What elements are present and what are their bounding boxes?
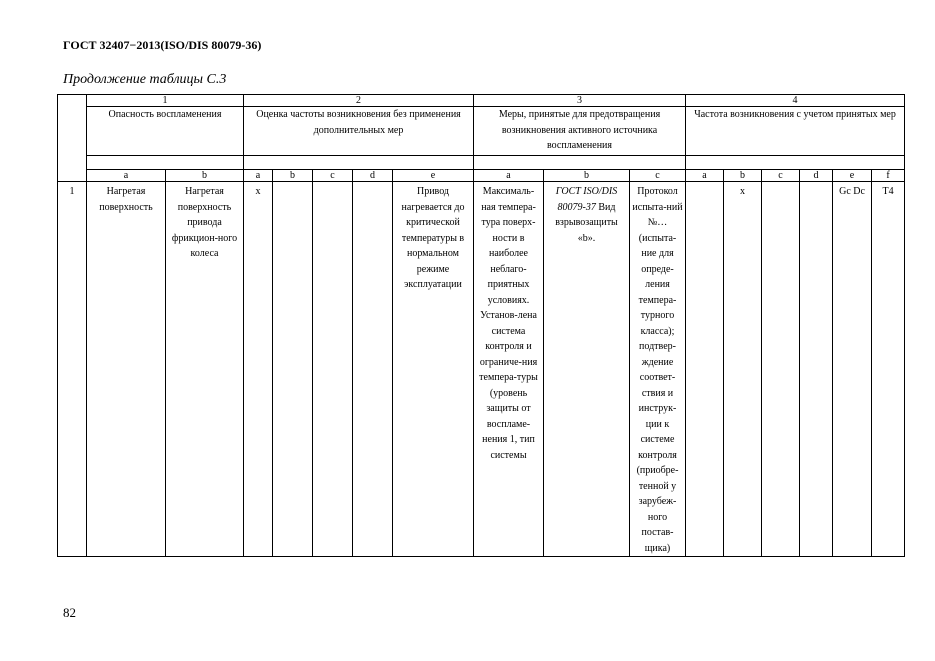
sub-header: a	[244, 170, 273, 182]
group-title-1: Опасность воспламенения	[87, 107, 244, 156]
cell-result-d	[800, 182, 833, 557]
group-number-row	[58, 95, 905, 107]
table-row	[58, 182, 905, 557]
table-caption: Продолжение таблицы С.3	[63, 72, 227, 87]
sub-header: a	[686, 170, 724, 182]
page-number: 82	[63, 605, 76, 620]
spacer-cell	[474, 156, 686, 170]
sub-header: c	[762, 170, 800, 182]
spacer-cell	[686, 156, 905, 170]
row-number: 1	[58, 182, 87, 557]
cell-freq-a: x	[244, 182, 273, 557]
group-number-1: 1	[87, 95, 244, 107]
sub-header: c	[313, 170, 353, 182]
protection-type: Вид взрывозащиты «b».	[555, 201, 618, 244]
cell-freq-e: Привод нагревается до критической температуры в нормальном режиме эксплуатации	[393, 182, 474, 557]
sub-header: d	[353, 170, 393, 182]
sub-header-row	[58, 170, 905, 182]
cell-measures-a: Максималь-ная темпера-тура поверх-ности в наиболее неблаго-приятных условиях. Установ-лена система контроля и ограниче-ния темпера-туры (уровень защиты от воспламе-нения 1, тип системы	[474, 182, 544, 557]
group-title-row	[58, 107, 905, 156]
cell-measures-c: Протокол испыта-ний №… (испыта-ние для опреде-ления темпера-турного класса); подтвер-ждение соответ-ствия и инструк-ции к системе контроля (приобре-тенной у зарубеж-ного постав-щика)	[630, 182, 686, 557]
cell-result-e: Gc Dc	[833, 182, 872, 557]
sub-header: b	[544, 170, 630, 182]
sub-header: b	[166, 170, 244, 182]
cell-measures-b	[544, 182, 630, 557]
sub-header: a	[474, 170, 544, 182]
cell-hazard-b: Нагретая поверхность привода фрикцион-ного колеса	[166, 182, 244, 557]
cell-freq-c	[313, 182, 353, 557]
cell-freq-d	[353, 182, 393, 557]
sub-header: d	[800, 170, 833, 182]
sub-header: e	[393, 170, 474, 182]
row-number-header	[58, 95, 87, 182]
group-title-2: Оценка частоты возникновения без применения дополнительных мер	[244, 107, 474, 156]
group-number-3: 3	[474, 95, 686, 107]
group-title-3: Меры, принятые для предотвращения возникновения активного источника воспламенения	[474, 107, 686, 156]
spacer-cell	[244, 156, 474, 170]
sub-header: b	[724, 170, 762, 182]
document-header: ГОСТ 32407−2013(ISO/DIS 80079-36)	[63, 38, 262, 52]
sub-header: c	[630, 170, 686, 182]
group-number-2: 2	[244, 95, 474, 107]
data-table	[57, 94, 905, 557]
cell-result-b: x	[724, 182, 762, 557]
standard-reference: ГОСТ ISO/DIS 80079-37	[555, 186, 618, 213]
sub-header: f	[872, 170, 905, 182]
cell-result-f: T4	[872, 182, 905, 557]
cell-result-a	[686, 182, 724, 557]
sub-header: e	[833, 170, 872, 182]
sub-header: b	[273, 170, 313, 182]
spacer-row	[58, 156, 905, 170]
spacer-cell	[87, 156, 244, 170]
group-number-4: 4	[686, 95, 905, 107]
sub-header: a	[87, 170, 166, 182]
cell-freq-b	[273, 182, 313, 557]
cell-result-c	[762, 182, 800, 557]
group-title-4: Частота возникновения с учетом принятых мер	[686, 107, 905, 156]
cell-hazard-a: Нагретая поверхность	[87, 182, 166, 557]
